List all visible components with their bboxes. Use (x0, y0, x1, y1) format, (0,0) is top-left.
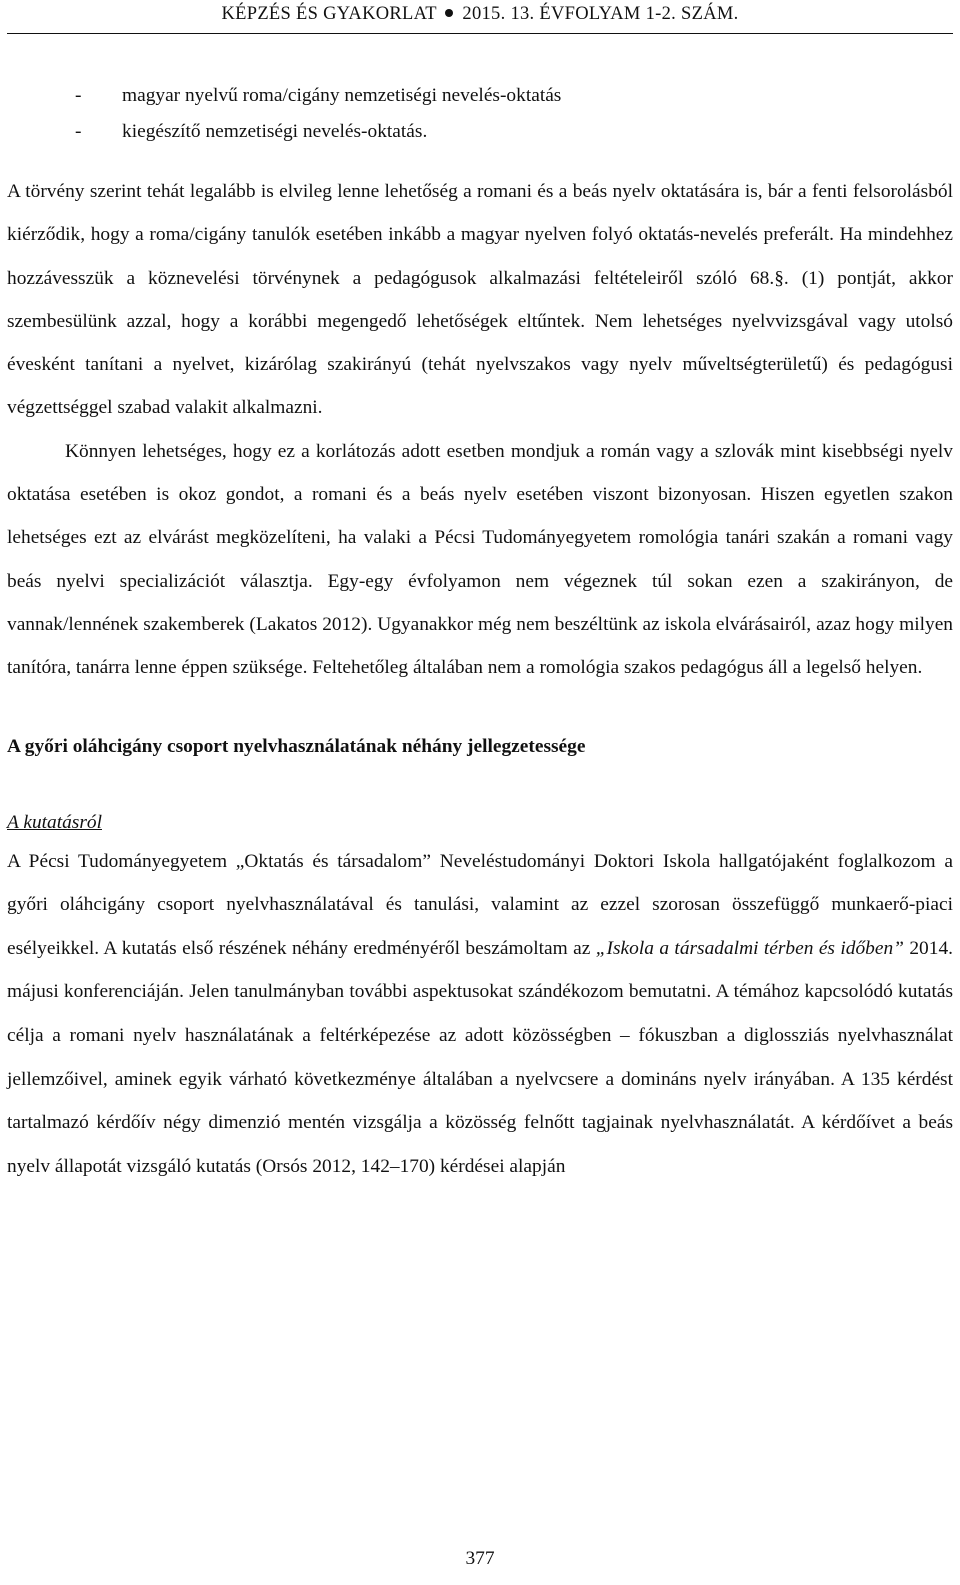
paragraph-3-text-a: A Pécsi Tudományegyetem „Oktatás és társadalom” Neveléstudományi Doktori Iskola hallgatójaként foglalkozom a győri oláhcigány csoport nyelvhasználatával és tanulási, valamint az ezzel szorosan összefüggő munkaerő-piaci esélyeikkel. A kutatás első részének néhány eredményéről beszámoltam az (7, 850, 953, 959)
article-body (7, 78, 953, 1188)
journal-name: KÉPZÉS ÉS GYAKORLAT (221, 4, 437, 24)
list-item (7, 78, 953, 114)
conference-title: „Iskola a társadalmi térben és időben” (595, 937, 904, 959)
dash-icon: - (75, 121, 82, 142)
subsection-heading: A kutatásról (7, 811, 102, 833)
issue-info: 2015. 13. ÉVFOLYAM 1-2. SZÁM. (462, 4, 739, 24)
paragraph-3 (7, 840, 953, 1189)
header-rule (7, 33, 953, 34)
bullet-separator-icon (445, 9, 453, 17)
dash-icon: - (75, 85, 82, 106)
paragraph-1: A törvény szerint tehát legalább is elvileg lenne lehetőség a romani és a beás nyelv oktatására is, bár a fenti felsorolásból kiérződik, hogy a roma/cigány tanulók esetében inkább a magyar nyelven folyó oktatás-nevelés preferált. Ha mindehhez hozzávesszük a köznevelési törvénynek a pedagógusok alkalmazási feltételeiről szóló 68.§. (1) pontját, akkor szembesülünk azzal, hogy a korábbi megengedő lehetőségek eltűntek. Nem lehetséges nyelvvizsgával vagy utolsó évesként tanítani a nyelvet, kizárólag szakirányú (tehát nyelvszakos vagy nyelv műveltségterületű) és pedagógusi végzettséggel szabad valakit alkalmazni. (7, 181, 953, 419)
paragraph-2: Könnyen lehetséges, hogy ez a korlátozás adott esetben mondjuk a román vagy a szlovák mint kisebbségi nyelv oktatása esetében is okoz gondot, a romani és a beás nyelv esetében viszont bizonyosan. Hiszen egyetlen szakon lehetséges ezt az elvárást megközelíteni, ha valaki a Pécsi Tudományegyetem romológia tanári szakán a romani vagy beás nyelvi specializációt választja. Egy-egy évfolyamon nem végeznek túl sokan ezen a szakirányon, de vannak/lennének szakemberek (Lakatos 2012). Ugyanakkor még nem beszéltünk az iskola elvárásairól, azaz hogy milyen tanítóra, tanárra lenne éppen szüksége. Feltehetőleg általában nem a romológia szakos pedagógus áll a legelső helyen. (7, 440, 953, 679)
list-item-text: magyar nyelvű roma/cigány nemzetiségi nevelés-oktatás (122, 85, 562, 106)
running-header (0, 4, 960, 25)
section-heading: A győri oláhcigány csoport nyelvhasználatának néhány jellegzetessége (7, 735, 586, 757)
list-item-text: kiegészítő nemzetiségi nevelés-oktatás. (122, 121, 428, 142)
paragraph-3-text-b: 2014. májusi konferenciáján. Jelen tanulmányban további aspektusokat szándékozom bemutatni. A témához kapcsolódó kutatás célja a romani nyelv használatának a feltérképezése az adott közösségben – fókuszban a diglossziás nyelvhasználat jellemzőivel, aminek egyik várható következménye általában a nyelvcsere a domináns nyelv irányában. A 135 kérdést tartalmazó kérdőív négy dimenzió mentén vizsgálja a közösség felnőtt tagjainak nyelvhasználatát. A kérdőívet a beás nyelv állapotát vizsgáló kutatás (Orsós 2012, 142–170) kérdései alapján (7, 937, 953, 1177)
page-number: 377 (465, 1548, 495, 1569)
list-item (7, 114, 953, 150)
